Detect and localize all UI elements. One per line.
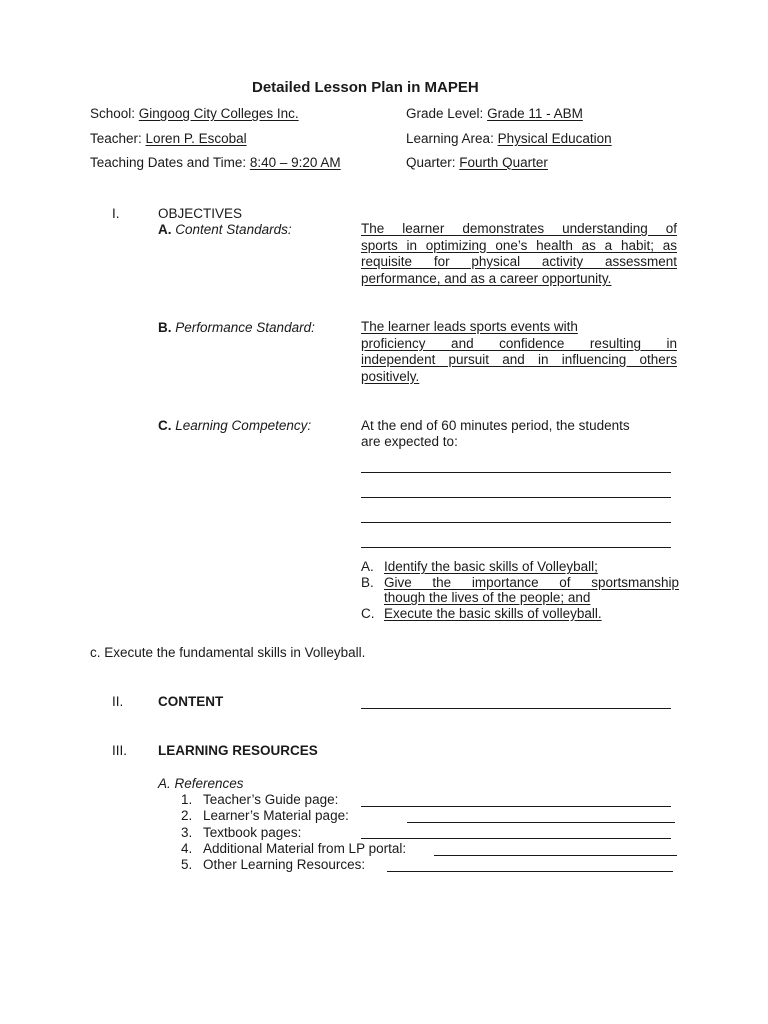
reference-blank-line bbox=[434, 855, 677, 856]
blank-line bbox=[361, 522, 671, 523]
performance-standard-label bbox=[158, 320, 315, 336]
reference-list bbox=[181, 792, 406, 873]
competency-item bbox=[361, 575, 679, 606]
blank-line bbox=[361, 497, 671, 498]
content-standards-line: performance, and as a career opportunity. bbox=[361, 270, 612, 286]
quarter-field bbox=[406, 155, 548, 171]
school-value: Gingoog City Colleges Inc. bbox=[138, 106, 299, 121]
competency-text: Give the importance of sportsmanship bbox=[384, 574, 679, 590]
content-heading: CONTENT bbox=[158, 694, 224, 709]
grade-field bbox=[406, 106, 583, 122]
content-numeral: II. bbox=[112, 694, 124, 709]
reference-blank-line bbox=[407, 822, 675, 823]
school-label: School: bbox=[90, 106, 136, 121]
competency-item bbox=[361, 606, 679, 622]
performance-standard-body bbox=[361, 319, 677, 385]
dates-value: 8:40 – 9:20 AM bbox=[249, 155, 341, 170]
objectives-heading: OBJECTIVES bbox=[158, 206, 243, 221]
learning-competency-intro-1: At the end of 60 minutes period, the students bbox=[361, 418, 630, 433]
performance-standard-letter: B. bbox=[158, 320, 172, 335]
learning-area-field bbox=[406, 131, 612, 147]
competency-letter: B. bbox=[361, 574, 374, 590]
document-title: Detailed Lesson Plan in MAPEH bbox=[252, 79, 479, 96]
resources-numeral: III. bbox=[112, 743, 128, 758]
reference-label: Additional Material from LP portal: bbox=[203, 840, 407, 856]
dates-field bbox=[90, 155, 341, 171]
competency-list bbox=[361, 559, 679, 621]
performance-standard-line: positively. bbox=[361, 368, 420, 384]
learning-area-value: Physical Education bbox=[497, 131, 612, 146]
content-standards-line: sports in optimizing one’s health as a habit; as bbox=[361, 237, 677, 253]
reference-item bbox=[181, 808, 406, 824]
execute-skills-line: c. Execute the fundamental skills in Volleyball. bbox=[90, 645, 366, 660]
reference-number: 1. bbox=[181, 792, 193, 807]
reference-label: Other Learning Resources: bbox=[203, 857, 366, 873]
reference-number: 4. bbox=[181, 840, 193, 856]
performance-standard-line: The learner leads sports events with bbox=[361, 319, 578, 334]
content-standards-line: The learner demonstrates understanding of bbox=[361, 221, 677, 236]
content-blank-line bbox=[361, 708, 671, 709]
grade-value: Grade 11 - ABM bbox=[487, 106, 583, 121]
reference-blank-line bbox=[361, 838, 671, 839]
reference-item bbox=[181, 841, 406, 857]
learning-competency-label bbox=[158, 418, 311, 434]
reference-item bbox=[181, 857, 406, 873]
content-standards-body bbox=[361, 221, 677, 287]
learning-competency-text: Learning Competency: bbox=[175, 418, 312, 433]
learning-competency-intro-2: are expected to: bbox=[361, 434, 458, 449]
reference-label: Textbook pages: bbox=[203, 824, 302, 840]
performance-standard-line: independent pursuit and in influencing others bbox=[361, 352, 677, 367]
competency-letter: A. bbox=[361, 559, 374, 574]
competency-text: Identify the basic skills of Volleyball; bbox=[384, 559, 598, 574]
performance-standard-line: proficiency and confidence resulting in bbox=[361, 335, 677, 351]
dates-label: Teaching Dates and Time: bbox=[90, 155, 247, 170]
objectives-numeral: I. bbox=[112, 206, 120, 221]
reference-number: 3. bbox=[181, 824, 193, 840]
quarter-label: Quarter: bbox=[406, 155, 456, 170]
references-label: A. References bbox=[158, 776, 244, 791]
blank-line bbox=[361, 547, 671, 548]
reference-label: Teacher’s Guide page: bbox=[203, 792, 339, 807]
reference-number: 2. bbox=[181, 808, 193, 824]
teacher-value: Loren P. Escobal bbox=[145, 131, 247, 146]
performance-standard-text: Performance Standard: bbox=[175, 320, 315, 335]
content-standards-line: requisite for physical activity assessment bbox=[361, 254, 677, 269]
quarter-value: Fourth Quarter bbox=[459, 155, 548, 170]
teacher-field bbox=[90, 131, 247, 147]
learning-area-label: Learning Area: bbox=[406, 131, 494, 146]
competency-letter: C. bbox=[361, 605, 375, 621]
reference-blank-line bbox=[387, 871, 673, 872]
reference-label: Learner’s Material page: bbox=[203, 808, 349, 824]
competency-text: though the lives of the people; and bbox=[384, 590, 591, 605]
school-field bbox=[90, 106, 299, 122]
content-standards-label bbox=[158, 222, 292, 238]
blank-line bbox=[361, 472, 671, 473]
reference-number: 5. bbox=[181, 857, 193, 873]
resources-heading: LEARNING RESOURCES bbox=[158, 743, 318, 758]
teacher-label: Teacher: bbox=[90, 131, 142, 146]
competency-text: Execute the basic skills of volleyball. bbox=[384, 605, 602, 621]
learning-competency-letter: C. bbox=[158, 418, 172, 433]
competency-item bbox=[361, 559, 679, 575]
grade-label: Grade Level: bbox=[406, 106, 484, 121]
content-standards-text: Content Standards: bbox=[175, 222, 292, 237]
reference-blank-line bbox=[361, 806, 671, 807]
content-standards-letter: A. bbox=[158, 222, 172, 237]
